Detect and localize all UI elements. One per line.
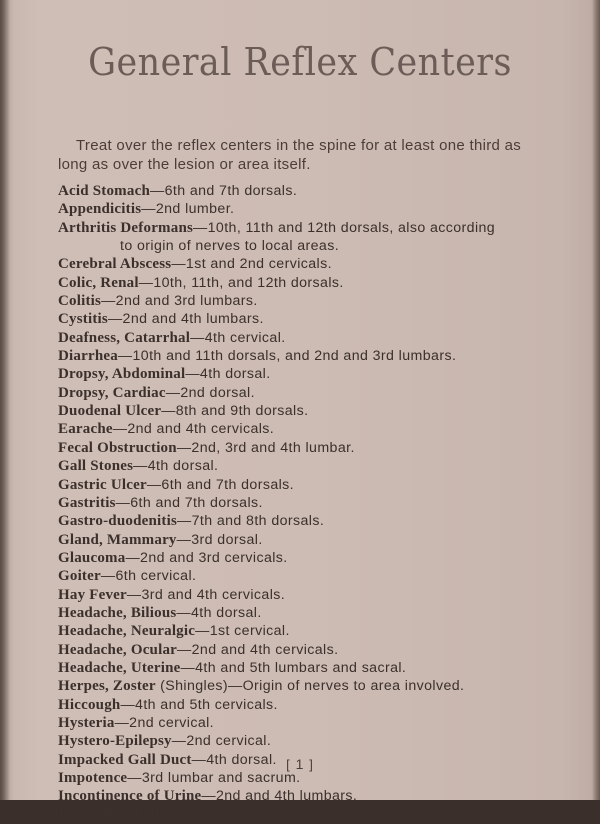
list-item (58, 659, 578, 677)
entry-term: Gastric Ulcer (58, 476, 147, 493)
entry-term: Gastro-duodenitis (58, 513, 177, 530)
spine-shadow (0, 0, 10, 800)
entry-description: —2nd and 4th cervicals. (112, 421, 275, 438)
list-item (58, 457, 578, 475)
page-title: General Reflex Centers (88, 40, 512, 84)
entry-term: Colitis (58, 293, 102, 310)
entry-description: —4th dorsal. (191, 751, 277, 768)
entry-term: Appendicitis (58, 201, 142, 218)
list-item (58, 255, 578, 273)
list-item (58, 439, 578, 457)
entry-description: —6th and 7th dorsals. (146, 476, 295, 493)
entry-continuation: to origin of nerves to local areas. (120, 238, 340, 255)
entry-term: Herpes, Zoster (58, 678, 156, 695)
list-item (58, 200, 578, 218)
list-item (58, 696, 578, 714)
entry-description: —2nd and 4th cervicals. (177, 641, 339, 658)
list-item (58, 420, 578, 438)
list-item (58, 714, 578, 732)
entry-description: (Shingles)—Origin of nerves to area involved. (155, 678, 465, 695)
list-item (58, 384, 578, 402)
entry-term: Cystitis (58, 311, 108, 328)
list-item (58, 274, 578, 292)
entry-term: Headache, Ocular (58, 641, 178, 658)
entry-description: —4th and 5th lumbars and sacral. (180, 659, 407, 676)
entry-description: —6th and 7th dorsals. (149, 183, 298, 199)
entry-term: Deafness, Catarrhal (58, 329, 191, 346)
entry-term: Gastritis (58, 494, 116, 511)
list-item (58, 329, 578, 347)
entry-description: —1st and 2nd cervicals. (171, 256, 332, 273)
list-item (58, 182, 578, 200)
entry-term: Cerebral Abscess (58, 256, 172, 273)
entry-description: —10th, 11th, and 12th dorsals. (138, 274, 344, 291)
entry-term: Infantile Paralysis (58, 806, 179, 823)
entry-description: —2nd lumber. (141, 201, 235, 218)
entry-description: —4th cervical. (190, 329, 286, 346)
entry-term: Acid Stomach (58, 183, 150, 199)
list-item (58, 512, 578, 530)
entry-term: Incontinence of Urine (58, 788, 202, 805)
entry-description: —1st cervical. (195, 623, 290, 640)
entry-term: Headache, Neuralgic (58, 623, 196, 640)
entry-description: —4th and 5th cervicals. (120, 696, 278, 713)
entry-description: —3rd lumbar and sacrum. (127, 770, 301, 786)
entry-description: —2nd and 3rd lumbars. (101, 293, 258, 310)
entry-description: —3rd dorsal. (176, 531, 263, 548)
list-item (58, 476, 578, 494)
list-item (58, 531, 578, 549)
entry-term: Hiccough (58, 696, 121, 713)
entry-description: —8th and 9th dorsals. (161, 403, 309, 420)
entry-description: —6th cervical. (100, 568, 197, 585)
entry-term: Hay Fever (58, 586, 127, 603)
entry-description: —2nd, 3rd and 4th lumbar. (176, 439, 355, 456)
entry-term: Gland, Mammary (58, 531, 177, 548)
page-number-open-bracket: [ (286, 757, 291, 772)
entry-description: —6th and 7th dorsals. (115, 494, 263, 511)
entry-term: Headache, Uterine (58, 659, 181, 676)
entry-term: Earache (58, 421, 113, 438)
entry-description: —2nd and 4th lumbars. (107, 311, 264, 328)
entry-term: Headache, Bilious (58, 604, 177, 621)
list-item (58, 732, 578, 750)
entry-term: Diarrhea (58, 348, 118, 365)
list-item (58, 604, 578, 622)
entry-description: —2nd and 4th lumbars. (201, 788, 358, 805)
entry-description: —10th and 11th dorsals, and 2nd and 3rd lumbars. (117, 348, 457, 365)
list-item (58, 586, 578, 604)
page-number-value: 1 (295, 756, 305, 772)
entry-term: Dropsy, Abdominal (58, 366, 186, 383)
entry-term: Dropsy, Cardiac (58, 384, 166, 401)
page-number-close-bracket: ] (309, 757, 314, 772)
entry-term: Arthritis Deformans (58, 219, 194, 236)
entry-description: —3rd and 4th cervicals. (178, 806, 338, 823)
entry-term: Hysteria (58, 714, 115, 731)
list-item (58, 567, 578, 585)
list-item (58, 494, 578, 512)
entry-term: Colic, Renal (58, 274, 139, 291)
entry-description: —2nd dorsal. (165, 384, 255, 401)
entry-term: Duodenal Ulcer (58, 403, 162, 420)
entry-description: —4th dorsal. (176, 604, 262, 621)
entry-description: —4th dorsal. (133, 458, 219, 475)
reflex-center-list (58, 182, 578, 824)
list-item (58, 622, 578, 640)
list-item (58, 787, 578, 805)
entry-term: Impotence (58, 770, 128, 786)
entry-term: Fecal Obstruction (58, 439, 177, 456)
entry-term: Goiter (58, 568, 101, 585)
list-item (58, 677, 578, 695)
entry-description: —2nd cervical. (114, 714, 215, 731)
entry-term: Glaucoma (58, 549, 126, 566)
entry-description: —3rd and 4th cervicals. (126, 586, 286, 603)
entry-term: Hystero-Epilepsy (58, 733, 172, 750)
list-item (58, 641, 578, 659)
list-item (58, 347, 578, 365)
list-item (58, 310, 578, 328)
list-item (58, 292, 578, 310)
intro-paragraph: Treat over the reflex centers in the spine for at least one third as long as over the lesion or area itself. (58, 137, 522, 173)
list-item (58, 806, 578, 824)
list-item (58, 549, 578, 567)
entry-term: Impacked Gall Duct (58, 751, 192, 768)
list-item (58, 402, 578, 420)
entry-description: —10th, 11th and 12th dorsals, also according (193, 219, 496, 236)
page-edge-shadow (592, 0, 600, 800)
entry-description: —2nd and 3rd cervicals. (125, 549, 288, 566)
entry-term: Gall Stones (58, 458, 134, 475)
entry-description: —2nd cervical. (171, 733, 272, 750)
entry-description: —4th dorsal. (185, 366, 271, 383)
list-item (58, 365, 578, 383)
entry-description: —7th and 8th dorsals. (176, 513, 325, 530)
list-item (58, 219, 578, 256)
page-number (0, 756, 600, 772)
